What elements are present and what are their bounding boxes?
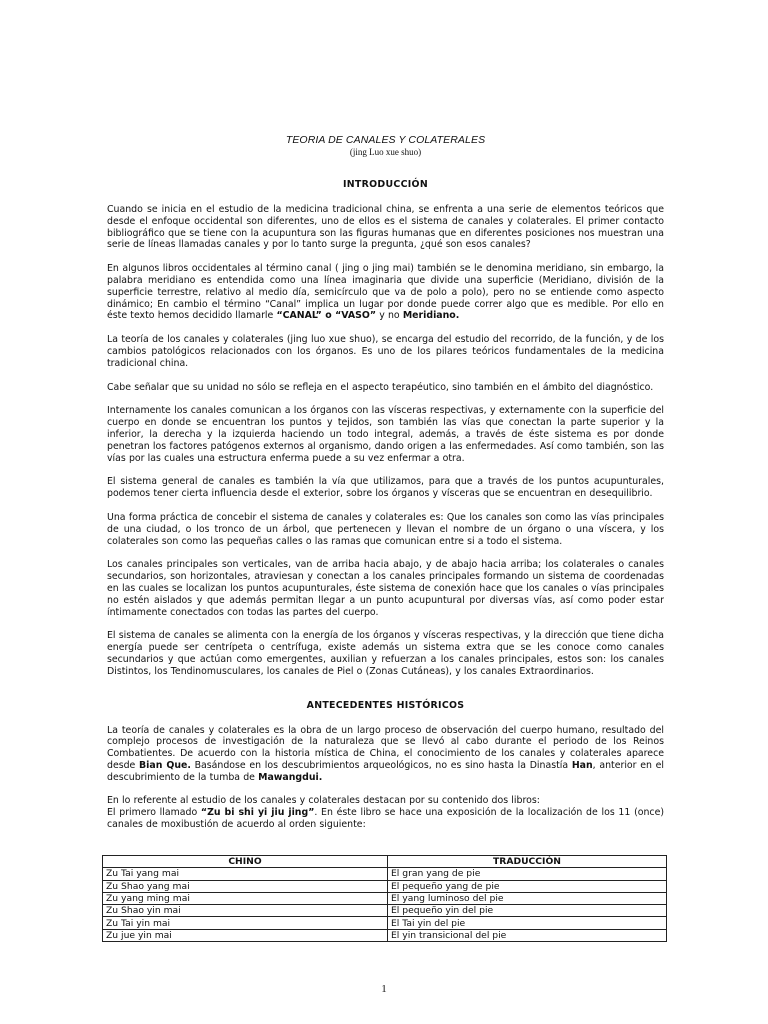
- paragraph-10-text-b: Basándose en los descubrimientos arqueológicos, no es sino hasta la Dinastía: [190, 759, 572, 771]
- table-row: [103, 905, 667, 917]
- section-heading-antecedentes: ANTECEDENTES HISTÓRICOS: [306, 699, 465, 711]
- paragraph-11-text-b: . En éste libro se hace una exposición de la localización de los 11 (once) canales de moxibustión de acuerdo al orden siguiente:: [107, 807, 664, 831]
- table-row: [103, 917, 667, 929]
- paragraph-2-bold-meridiano: Meridiano.: [402, 310, 460, 322]
- table-cell: Zu Shao yin mai: [103, 905, 388, 917]
- paragraph-10-bold-mawangdui: Mawangdui.: [258, 771, 323, 783]
- table-cell: Zu jue yin mai: [103, 929, 388, 941]
- paragraph-6: El sistema general de canales es también la vía que utilizamos, para que a través de los puntos acupunturales, podemos tener cierta influencia desde el exterior, sobre los órganos y vísceras que se encuentran en desequilibrio.: [107, 476, 664, 500]
- paragraph-10: [107, 725, 664, 784]
- table-row: [103, 892, 667, 904]
- paragraph-11: [107, 807, 664, 831]
- channels-table: [102, 855, 667, 942]
- paragraph-10-text-a: La teoría de canales y colaterales es la obra de un largo proceso de observación del cuerpo humano, resultado del complejo procesos de investigación de la naturaleza que se llevó al cabo durante el periodo de los Reinos Combatientes. De acuerdo con la historia mística de China, el conocimiento de los canales y colaterales aparece desde: [107, 724, 664, 771]
- paragraph-2: [107, 263, 664, 322]
- table-header-row: [103, 856, 667, 868]
- paragraph-7: Una forma práctica de concebir el sistema de canales y colaterales es: Que los canales son como las vías principales de una ciudad, o los tronco de un árbol, que pertenecen y llevan el nombre de un órgano o una víscera, y los colaterales son como las pequeñas calles o las ramas que comunican entre si a todo el sistema.: [107, 511, 664, 547]
- paragraph-11-text-a: El primero llamado: [107, 807, 201, 819]
- table-cell: El yin transicional del pie: [388, 929, 667, 941]
- table-header-traduccion: TRADUCCIÓN: [388, 856, 667, 868]
- paragraph-8: Los canales principales son verticales, van de arriba hacia abajo, y de abajo hacia arriba; los colaterales o canales secundarios, son horizontales, atraviesan y conectan a los canales principales formando un sistema de coordenadas en las cuales se localizan los puntos acupunturales, éste sistema de conexión hace que los canales o vías principales no estén aislados y que además permitan llegar a un punto acupuntural por diversas vías, así como poder estar íntimamente conectados con todas las partes del cuerpo.: [107, 559, 664, 618]
- page-number: 1: [381, 983, 387, 995]
- document-title: TEORIA DE CANALES Y COLATERALES: [285, 134, 486, 146]
- paragraph-2-text-a: En algunos libros occidentales al término canal ( jing o jing mai) también se le denomina meridiano, sin embargo, la palabra meridiano es entendida como una línea imaginaria que divide una superficie (Meridiano, división de la superficie terrestre, relativo al medio día, semicírculo que va de polo a polo), pero no se entiende como aspecto dinámico; En cambio el término “Canal” implica un lugar por donde puede correr algo que es medible. Por ello en éste texto hemos decidido llamarle: [107, 263, 664, 322]
- table-cell: El yang luminoso del pie: [388, 892, 667, 904]
- document-body: [107, 134, 664, 831]
- paragraph-5: Internamente los canales comunican a los órganos con las vísceras respectivas, y externamente con la superficie del cuerpo en donde se encuentran los puntos y tejidos, son también las vías que conectan la parte superior y la inferior, la derecha y la izquierda haciendo un todo integral, además, a través de éste sistema es por donde penetran los factores patógenos externos al organismo, dando origen a las enfermedades. Así como también, son las vías por las cuales una estructura enferma puede a su vez enfermar a otra.: [107, 405, 664, 464]
- paragraph-3: La teoría de los canales y colaterales (jing luo xue shuo), se encarga del estudio del recorrido, de la función, y de los cambios patológicos relacionados con los órganos. Es uno de los pilares teóricos fundamentales de la medicina tradicional china.: [107, 334, 664, 369]
- paragraph-2-text-b: y no: [376, 310, 403, 322]
- table-row: [103, 868, 667, 880]
- table-cell: El pequeño yang de pie: [388, 880, 667, 892]
- table-row: [103, 880, 667, 892]
- table-cell: Zu Tai yin mai: [103, 917, 388, 929]
- table-cell: Zu Tai yang mai: [103, 868, 388, 880]
- paragraph-2-bold-canal: “CANAL” o “VASO”: [276, 310, 377, 322]
- paragraph-9: El sistema de canales se alimenta con la energía de los órganos y vísceras respectivas, y la dirección que tiene dicha energía puede ser centrípeta o centrífuga, existe además un sistema extra que se les conoce como canales secundarios y que actúan como emergentes, auxilian y refuerzan a los canales principales, estos son: los canales Distintos, los Tendinomusculares, los canales de Piel o (Zonas Cutáneas), y los canales Extraordinarios.: [107, 630, 664, 677]
- table-cell: El pequeño yin del pie: [388, 905, 667, 917]
- paragraph-11-bold-book-title: “Zu bi shi yi jiu jing”: [200, 807, 315, 819]
- table-cell: El gran yang de pie: [388, 868, 667, 880]
- table-cell: El Tai yin del pie: [388, 917, 667, 929]
- table-row: [103, 929, 667, 941]
- paragraph-1: Cuando se inicia en el estudio de la medicina tradicional china, se enfrenta a una serie de elementos teóricos que desde el enfoque occidental son diferentes, uno de ellos es el sistema de canales y colaterales. El primer contacto bibliográfico que se tiene con la acupuntura son las figuras humanas que en diferentes posiciones nos muestran una serie de líneas llamadas canales y por lo tanto surge la pregunta, ¿qué son esos canales?: [107, 204, 664, 251]
- table-cell: Zu yang ming mai: [103, 892, 388, 904]
- paragraph-10-bold-bian-que: Bian Que.: [139, 759, 191, 771]
- table-header-chino: CHINO: [103, 856, 388, 868]
- table-cell: Zu Shao yang mai: [103, 880, 388, 892]
- paragraph-11-line-1: En lo referente al estudio de los canales y colaterales destacan por su contenido dos libros:: [107, 795, 540, 807]
- document-subtitle: (jing Luo xue shuo): [349, 147, 422, 157]
- paragraph-4: Cabe señalar que su unidad no sólo se refleja en el aspecto terapéutico, sino también en el ámbito del diagnóstico.: [107, 381, 654, 393]
- paragraph-10-bold-han: Han: [571, 759, 593, 771]
- paragraph-10-text-c: , anterior en el descubrimiento de la tumba de: [107, 759, 664, 783]
- section-heading-introduccion: INTRODUCCIÓN: [343, 179, 428, 190]
